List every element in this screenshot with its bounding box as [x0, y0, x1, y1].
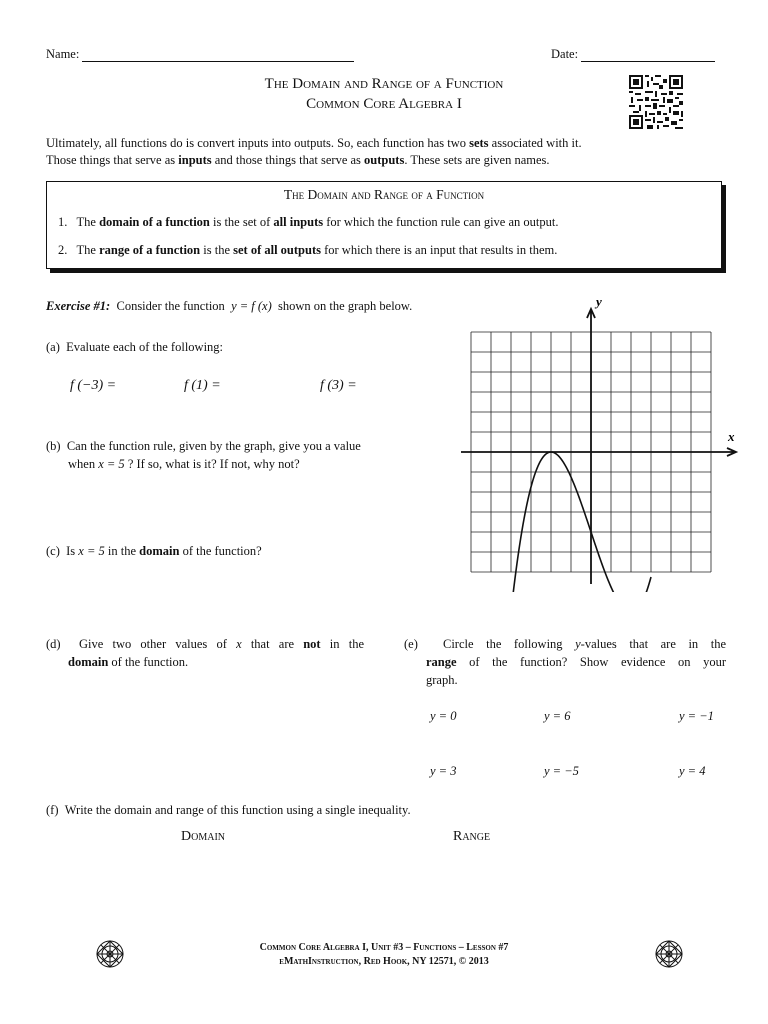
- y-option-neg1[interactable]: y = −1: [679, 709, 714, 723]
- intro-text: . These sets are given names.: [404, 153, 550, 167]
- exercise-text: Consider the function: [110, 299, 232, 313]
- exercise-text: shown on the graph below.: [271, 299, 413, 313]
- part-d-bold: domain: [68, 655, 109, 669]
- def-text: for which there is an input that results in them.: [320, 243, 558, 257]
- part-b-label: (b): [46, 439, 61, 453]
- part-e-text: Circle the following: [443, 637, 576, 651]
- footer-line-2: eMathInstruction, Red Hook, NY 12571, © 2013: [279, 956, 489, 967]
- name-label: Name:: [46, 47, 80, 61]
- part-c: [46, 544, 262, 559]
- part-f-text: Write the domain and range of this function using a single inequality.: [64, 803, 411, 817]
- date-label: Date:: [551, 47, 579, 61]
- part-b-text: Can the function rule, given by the graph, give you a value: [66, 439, 361, 453]
- x-axis: [461, 448, 736, 456]
- def-bold: set of all outputs: [233, 243, 321, 257]
- intro-line-2: [46, 152, 724, 169]
- part-e: [404, 635, 726, 689]
- definition-item-2: [58, 243, 557, 258]
- part-e-label: (e): [404, 637, 418, 651]
- part-d: [46, 635, 364, 671]
- range-heading: Range: [453, 829, 491, 844]
- intro-bold-sets: sets: [469, 136, 489, 150]
- definition-box-title: The Domain and Range of a Function: [283, 187, 485, 202]
- part-e-text: graph.: [426, 673, 458, 687]
- def-text: for which the function rule can give an output.: [323, 215, 559, 229]
- part-c-label: (c): [46, 544, 60, 558]
- page-subtitle: Common Core Algebra I: [306, 96, 462, 112]
- intro-line-1: [46, 135, 724, 152]
- part-d-label: (d): [46, 637, 61, 651]
- def-text: The: [76, 243, 100, 257]
- exercise-label: Exercise #1:: [46, 299, 111, 313]
- def-text: is the: [200, 243, 234, 257]
- exercise-intro: [46, 299, 412, 314]
- intro-text: associated with it.: [488, 136, 582, 150]
- part-c-text: Is: [66, 544, 79, 558]
- y-axis-label: y: [596, 296, 602, 309]
- part-e-math: y: [575, 637, 581, 651]
- name-field[interactable]: [46, 47, 354, 62]
- def-bold: range of a function: [99, 243, 201, 257]
- part-b: [46, 437, 361, 473]
- y-option-4[interactable]: y = 4: [679, 764, 706, 778]
- date-blank[interactable]: [581, 48, 715, 62]
- function-graph[interactable]: [458, 296, 760, 592]
- intro-bold-outputs: outputs: [364, 153, 405, 167]
- intro-text: Ultimately, all functions do is convert inputs into outputs. So, each function has two: [46, 136, 470, 150]
- part-e-text: -values that are in the: [580, 637, 727, 651]
- exercise-function: y = f (x): [231, 299, 272, 313]
- part-c-text: of the function?: [179, 544, 262, 558]
- item-number: 1.: [58, 215, 68, 229]
- part-c-text: in the: [104, 544, 140, 558]
- graph-axes: [461, 309, 736, 584]
- part-d-text: that are: [241, 637, 304, 651]
- item-number: 2.: [58, 243, 68, 257]
- y-option-0[interactable]: y = 0: [430, 709, 457, 723]
- definition-box: [46, 181, 722, 269]
- date-field[interactable]: [551, 47, 715, 62]
- part-d-text: in the: [320, 637, 365, 651]
- def-text: is the set of: [209, 215, 274, 229]
- footer-line-1: Common Core Algebra I, Unit #3 – Functions – Lesson #7: [259, 942, 509, 953]
- part-c-bold: domain: [139, 544, 180, 558]
- definition-item-1: [58, 215, 558, 230]
- intro-paragraph: [46, 135, 724, 169]
- intro-text: and those things that serve as: [211, 153, 365, 167]
- part-b-math: x = 5: [98, 457, 125, 471]
- part-d-math: x: [236, 637, 242, 651]
- part-d-text: Give two other values of: [78, 637, 237, 651]
- def-bold: domain of a function: [99, 215, 210, 229]
- part-b-text: when: [68, 457, 99, 471]
- y-option-3[interactable]: y = 3: [430, 764, 457, 778]
- name-blank[interactable]: [82, 48, 354, 62]
- part-e-bold: range: [426, 655, 457, 669]
- part-e-text: of the function? Show evidence on your: [456, 655, 726, 669]
- eval-f-1: f (1) =: [184, 378, 221, 393]
- part-f-label: (f): [46, 803, 59, 817]
- intro-bold-inputs: inputs: [178, 153, 212, 167]
- eval-f-3: f (3) =: [320, 378, 357, 393]
- part-b-text: ? If so, what is it? If not, why not?: [124, 457, 300, 471]
- part-f: [46, 803, 411, 818]
- part-c-math: x = 5: [78, 544, 105, 558]
- def-bold: all inputs: [273, 215, 324, 229]
- x-axis-label: x: [728, 429, 735, 444]
- intro-text: Those things that serve as: [46, 153, 179, 167]
- part-a-label: (a): [46, 340, 60, 354]
- y-option-6[interactable]: y = 6: [544, 709, 571, 723]
- def-text: The: [76, 215, 100, 229]
- qr-code-icon: [629, 75, 683, 129]
- y-option-neg5[interactable]: y = −5: [544, 764, 579, 778]
- domain-heading: Domain: [181, 829, 225, 844]
- eval-f-neg3: f (−3) =: [70, 378, 117, 393]
- page-title: The Domain and Range of a Function: [264, 76, 504, 92]
- part-d-bold: not: [303, 637, 321, 651]
- part-a: [46, 340, 223, 355]
- part-d-text: of the function.: [108, 655, 189, 669]
- part-a-text: Evaluate each of the following:: [66, 340, 224, 354]
